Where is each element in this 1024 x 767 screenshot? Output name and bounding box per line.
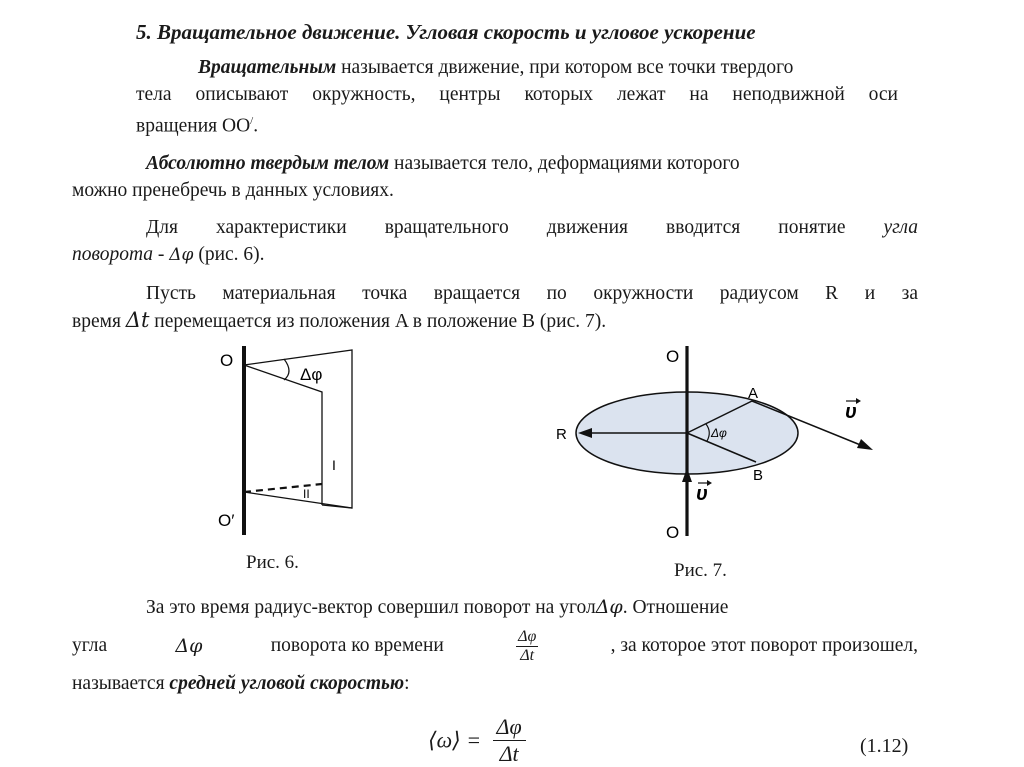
text-fragment: .	[253, 115, 259, 137]
text-fragment: вращения OO	[136, 115, 251, 137]
paragraph-line	[136, 54, 898, 81]
paragraph-line	[136, 108, 898, 140]
term-angle: угла	[883, 217, 918, 238]
text-fragment: , за которое этот поворот произошел,	[610, 635, 918, 656]
math-delta-phi: Δφ	[175, 635, 203, 657]
label-r: R	[556, 426, 567, 443]
label-v: υ	[696, 483, 708, 505]
text-fragment: называется тело, деформациями которого	[389, 153, 740, 174]
fraction-dphi-dt	[516, 628, 538, 665]
dashed-edge	[244, 484, 322, 492]
label-o: O	[220, 351, 234, 370]
paragraph-line	[72, 307, 918, 335]
paragraph-line	[72, 214, 918, 241]
label-angle: Δφ	[711, 426, 727, 440]
paragraph-angular-velocity	[72, 592, 918, 699]
math-delta-phi: Δφ	[169, 245, 194, 265]
text-fragment: перемещается из положения A в положение B (рис. 7).	[149, 311, 607, 332]
paragraph-line	[72, 592, 918, 623]
equation-number: (1.12)	[860, 735, 909, 757]
text-fragment: (рис. 6).	[193, 244, 265, 265]
rotated-plane-outline	[244, 365, 322, 505]
velocity-label-axis	[696, 480, 712, 505]
figure-7	[548, 340, 878, 550]
label-angle: Δφ	[300, 365, 323, 384]
term-rigid-body: Абсолютно твердым телом	[146, 153, 390, 174]
paragraph-line	[72, 241, 918, 269]
label-v: υ	[845, 401, 857, 423]
term-rotation: поворота	[72, 244, 154, 265]
prime-mark: /	[250, 115, 254, 127]
paragraph-line	[72, 150, 918, 177]
paragraph-line: Пусть материальная точка вращается по окружности радиусом R и за	[146, 283, 918, 304]
text-fragment: время	[72, 311, 126, 332]
paragraph-rotation-angle	[72, 214, 918, 269]
text-fragment: За это время радиус-вектор совершил поворот на угол	[146, 597, 596, 618]
label-ii: II	[303, 487, 310, 501]
text-fragment: Для характеристики вращательного движения вводится понятие	[146, 217, 884, 238]
figure-7-caption: Рис. 7.	[674, 560, 727, 581]
velocity-label-right	[845, 398, 861, 423]
label-o-prime: O	[666, 523, 680, 542]
formula-lhs: ⟨ω⟩ =	[428, 727, 482, 753]
paragraph-line	[72, 669, 918, 699]
term-rotational: Вращательным	[198, 57, 337, 78]
text-fragment: называется движение, при котором все точки твердого	[336, 57, 794, 78]
label-i: I	[332, 457, 336, 473]
fraction-denominator: Δt	[499, 741, 519, 766]
paragraph-line: можно пренебречь в данных условиях.	[72, 180, 394, 201]
bottom-edge	[244, 492, 352, 508]
formula-1-12	[428, 714, 526, 767]
angle-arc	[284, 359, 289, 380]
math-delta-t: Δt	[125, 308, 150, 332]
text-fragment: -	[153, 244, 170, 265]
term-average-angular-velocity: средней угловой скоростью	[169, 673, 405, 694]
fraction-numerator: Δφ	[493, 714, 526, 741]
formula-fraction	[493, 714, 526, 767]
paragraph-rotational-motion	[136, 54, 898, 140]
text-fragment: поворота ко времени	[270, 635, 444, 656]
label-b: B	[753, 467, 764, 484]
plane-outline	[244, 350, 352, 508]
text-fragment: угла	[72, 635, 108, 656]
text-fragment: :	[404, 673, 410, 694]
section-title: 5. Вращательное движение. Угловая скорость и угловое ускорение	[136, 20, 756, 44]
fraction-numerator: Δφ	[518, 627, 537, 645]
figure-6-caption: Рис. 6.	[246, 552, 299, 573]
paragraph-rigid-body	[72, 150, 918, 204]
figure-6	[200, 340, 380, 540]
label-o-prime: O′	[218, 511, 235, 530]
paragraph-line	[72, 623, 918, 669]
velocity-arrowhead-a	[857, 439, 873, 450]
paragraph-line: тела описывают окружность, центры которых лежат на неподвижной оси	[136, 84, 898, 105]
text-fragment: . Отношение	[622, 597, 729, 618]
paragraph-material-point	[72, 280, 918, 335]
label-o: O	[666, 347, 680, 366]
math-delta-phi: Δφ	[595, 596, 623, 618]
fraction-denominator: Δt	[520, 646, 535, 664]
label-a: A	[748, 385, 759, 402]
text-fragment: называется	[72, 673, 170, 694]
